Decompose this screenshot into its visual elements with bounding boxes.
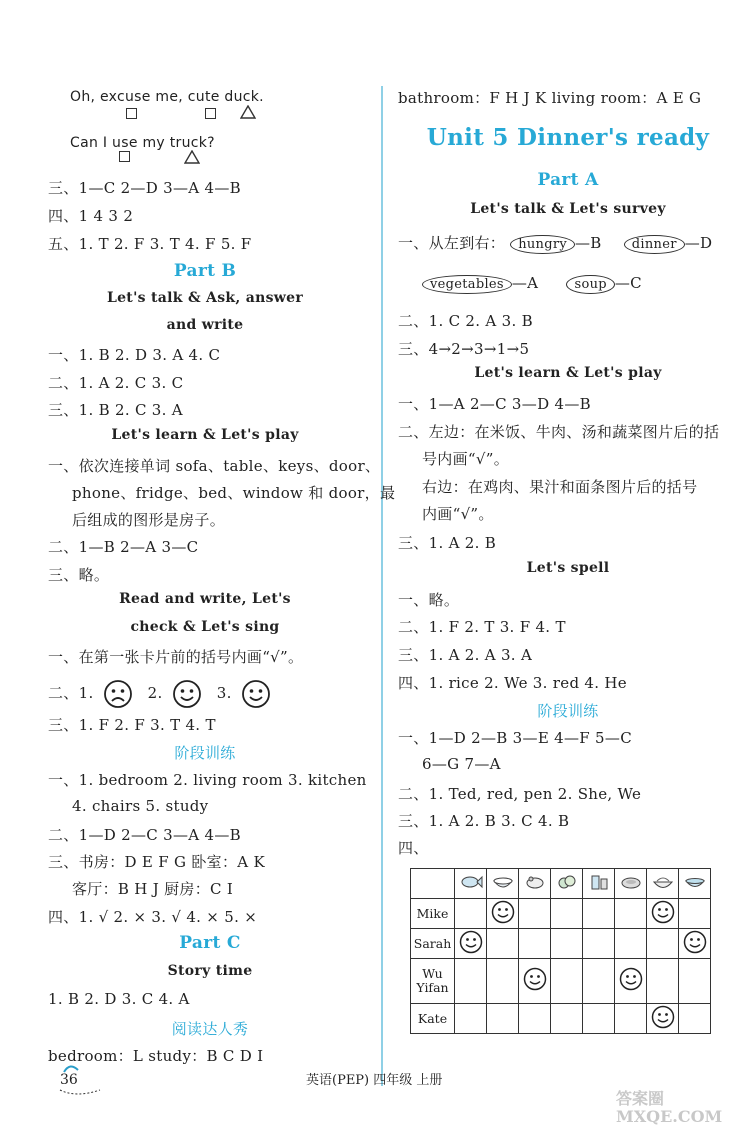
table-cell (615, 959, 647, 1004)
answer-line: 五、1. T 2. F 3. T 4. F 5. F (48, 235, 252, 253)
answer-line: 二、1—B 2—A 3—C (48, 538, 199, 556)
answer-line: 内画“√”。 (422, 505, 494, 523)
soup-icon (679, 869, 711, 899)
section-heading: Let's learn & Let's play (474, 365, 662, 381)
square-mark (119, 151, 130, 162)
table-cell (487, 959, 519, 1004)
answer-line: 二、1. F 2. T 3. F 4. T (398, 618, 566, 636)
answer-line: 四、1. √ 2. × 3. √ 4. × 5. × (48, 908, 258, 926)
answer-line: bedroom：L study：B C D I (48, 1047, 264, 1065)
word-oval: dinner (624, 235, 685, 254)
answer-label: 2. (147, 684, 163, 702)
answer-label: —D (684, 234, 713, 252)
answer-line: 客厅：B H J 厨房：C I (72, 880, 234, 898)
answer-line: 三、书房：D E F G 卧室：A K (48, 853, 265, 871)
section-heading: Let's learn & Let's play (111, 427, 299, 443)
table-row (411, 869, 711, 899)
sad-face-icon (103, 679, 133, 709)
table-cell (647, 929, 679, 959)
student-name: Sarah (411, 929, 455, 959)
table-row (411, 929, 711, 959)
answer-line: 4. chairs 5. study (72, 797, 209, 815)
table-cell (679, 959, 711, 1004)
smiley-face-icon (241, 679, 271, 709)
answer-line: 三、1. F 2. F 3. T 4. T (48, 716, 216, 734)
answer-line: 三、1. B 2. C 3. A (48, 401, 183, 419)
watermark-logo: 答案圈 MXQE.COM (616, 1089, 723, 1126)
answer-line: 四、 (398, 839, 429, 857)
table-corner (411, 869, 455, 899)
answer-label: —A (511, 274, 539, 292)
table-cell (647, 1004, 679, 1034)
part-b-heading: Part B (173, 261, 237, 281)
answer-line: bathroom：F H J K living room：A E G (398, 89, 702, 107)
table-cell (551, 1004, 583, 1034)
answer-line: 二、1. A 2. C 3. C (48, 374, 184, 392)
noodles-icon (647, 869, 679, 899)
part-a-heading: Part A (537, 170, 599, 190)
smiley-face-icon (491, 900, 515, 924)
vegetables-icon (551, 869, 583, 899)
section-heading: Read and write, Let's (119, 591, 291, 607)
table-cell (679, 1004, 711, 1034)
table-cell (455, 1004, 487, 1034)
answer-label: 3. (216, 684, 232, 702)
chicken-icon (519, 869, 551, 899)
word-oval: vegetables (422, 275, 512, 294)
table-cell (551, 929, 583, 959)
table-cell (583, 899, 615, 929)
chant-line-2: Can I use my truck? (70, 135, 215, 151)
smiley-face-icon (619, 967, 643, 991)
answer-line: 三、1. A 2. A 3. A (398, 646, 533, 664)
table-cell (615, 899, 647, 929)
unit-title: Unit 5 Dinner's ready (426, 124, 710, 151)
rice-bowl-icon (487, 869, 519, 899)
table-cell (615, 929, 647, 959)
chant-line-1: Oh, excuse me, cute duck. (70, 89, 264, 105)
table-cell (647, 899, 679, 929)
table-row (411, 959, 711, 1004)
stage-training-heading: 阶段训练 (537, 702, 599, 720)
table-cell (679, 899, 711, 929)
answer-label: —C (614, 274, 642, 292)
answer-line: 三、1. A 2. B 3. C 4. B (398, 812, 570, 830)
fish-icon (455, 869, 487, 899)
table-cell (583, 929, 615, 959)
answer-line: 6—G 7—A (422, 755, 501, 773)
part-c-heading: Part C (179, 933, 241, 953)
smiley-face-icon (459, 930, 483, 954)
table-cell (647, 959, 679, 1004)
answer-line: 一、1. bedroom 2. living room 3. kitchen (48, 771, 367, 789)
answer-line: 三、略。 (48, 566, 110, 584)
smiley-face-icon (172, 679, 202, 709)
table-cell (519, 1004, 551, 1034)
table-cell (679, 929, 711, 959)
word-oval: soup (566, 275, 614, 294)
table-cell (519, 959, 551, 1004)
table-cell (487, 929, 519, 959)
answer-line: 一、略。 (398, 591, 460, 609)
answer-line: 一、1—D 2—B 3—E 4—F 5—C (398, 729, 632, 747)
page-number: 36 (60, 1072, 78, 1088)
word-oval-line (398, 232, 712, 254)
table-cell (487, 1004, 519, 1034)
smiley-face-icon (651, 900, 675, 924)
section-heading: check & Let's sing (130, 619, 280, 635)
juice-icon (583, 869, 615, 899)
faces-line (48, 679, 271, 709)
section-heading: Let's talk & Ask, answer (106, 290, 304, 306)
word-oval: hungry (510, 235, 575, 254)
table-cell (455, 959, 487, 1004)
answer-line: 1. B 2. D 3. C 4. A (48, 990, 190, 1008)
answer-line: 二、1. C 2. A 3. B (398, 312, 533, 330)
table-cell (519, 929, 551, 959)
square-mark (126, 108, 137, 119)
reading-heading: 阅读达人秀 (171, 1020, 249, 1038)
table-cell (583, 1004, 615, 1034)
answer-line: 一、在第一张卡片前的括号内画“√”。 (48, 648, 304, 666)
answer-line: 三、4→2→3→1→5 (398, 340, 530, 358)
answer-line: 号内画“√”。 (422, 450, 509, 468)
answer-line: 二、1. Ted, red, pen 2. She, We (398, 785, 642, 803)
section-heading: Let's spell (526, 560, 610, 576)
answer-line: 一、1. B 2. D 3. A 4. C (48, 346, 221, 364)
word-oval-line (422, 274, 642, 294)
answer-line: 四、1. rice 2. We 3. red 4. He (398, 674, 627, 692)
table-cell (583, 959, 615, 1004)
survey-table (410, 868, 711, 1034)
student-name: Wu Yifan (411, 959, 455, 1004)
answer-line: 后组成的图形是房子。 (72, 511, 226, 529)
student-name: Mike (411, 899, 455, 929)
table-cell (455, 929, 487, 959)
answer-line: 二、1—D 2—C 3—A 4—B (48, 826, 241, 844)
student-name: Kate (411, 1004, 455, 1034)
smiley-face-icon (651, 1005, 675, 1029)
answer-label: —B (575, 234, 602, 252)
answer-line: phone、fridge、bed、window 和 door，最 (72, 484, 396, 502)
stage-training-heading: 阶段训练 (174, 744, 236, 762)
book-title: 英语(PEP) 四年级 上册 (306, 1073, 443, 1088)
section-heading: Let's talk & Let's survey (470, 201, 666, 217)
answer-label: 一、从左到右： (398, 234, 506, 252)
answer-line: 三、1. A 2. B (398, 534, 497, 552)
square-mark (205, 108, 216, 119)
smiley-face-icon (683, 930, 707, 954)
table-cell (487, 899, 519, 929)
table-cell (615, 1004, 647, 1034)
table-row (411, 899, 711, 929)
answer-line: 二、左边：在米饭、牛肉、汤和蔬菜图片后的括 (398, 423, 720, 441)
table-cell (455, 899, 487, 929)
answer-line: 四、1 4 3 2 (48, 207, 134, 225)
table-cell (551, 899, 583, 929)
section-heading: Story time (167, 963, 253, 979)
table-cell (519, 899, 551, 929)
answer-line: 一、1—A 2—C 3—D 4—B (398, 395, 591, 413)
answer-line: 三、1—C 2—D 3—A 4—B (48, 179, 241, 197)
table-row (411, 1004, 711, 1034)
section-heading: and write (166, 317, 244, 333)
beef-icon (615, 869, 647, 899)
smiley-face-icon (523, 967, 547, 991)
answer-line: 一、依次连接单词 sofa、table、keys、door、 (48, 457, 381, 475)
answer-label: 二、1. (48, 684, 94, 702)
answer-line: 右边：在鸡肉、果汁和面条图片后的括号 (422, 478, 698, 496)
table-cell (551, 959, 583, 1004)
